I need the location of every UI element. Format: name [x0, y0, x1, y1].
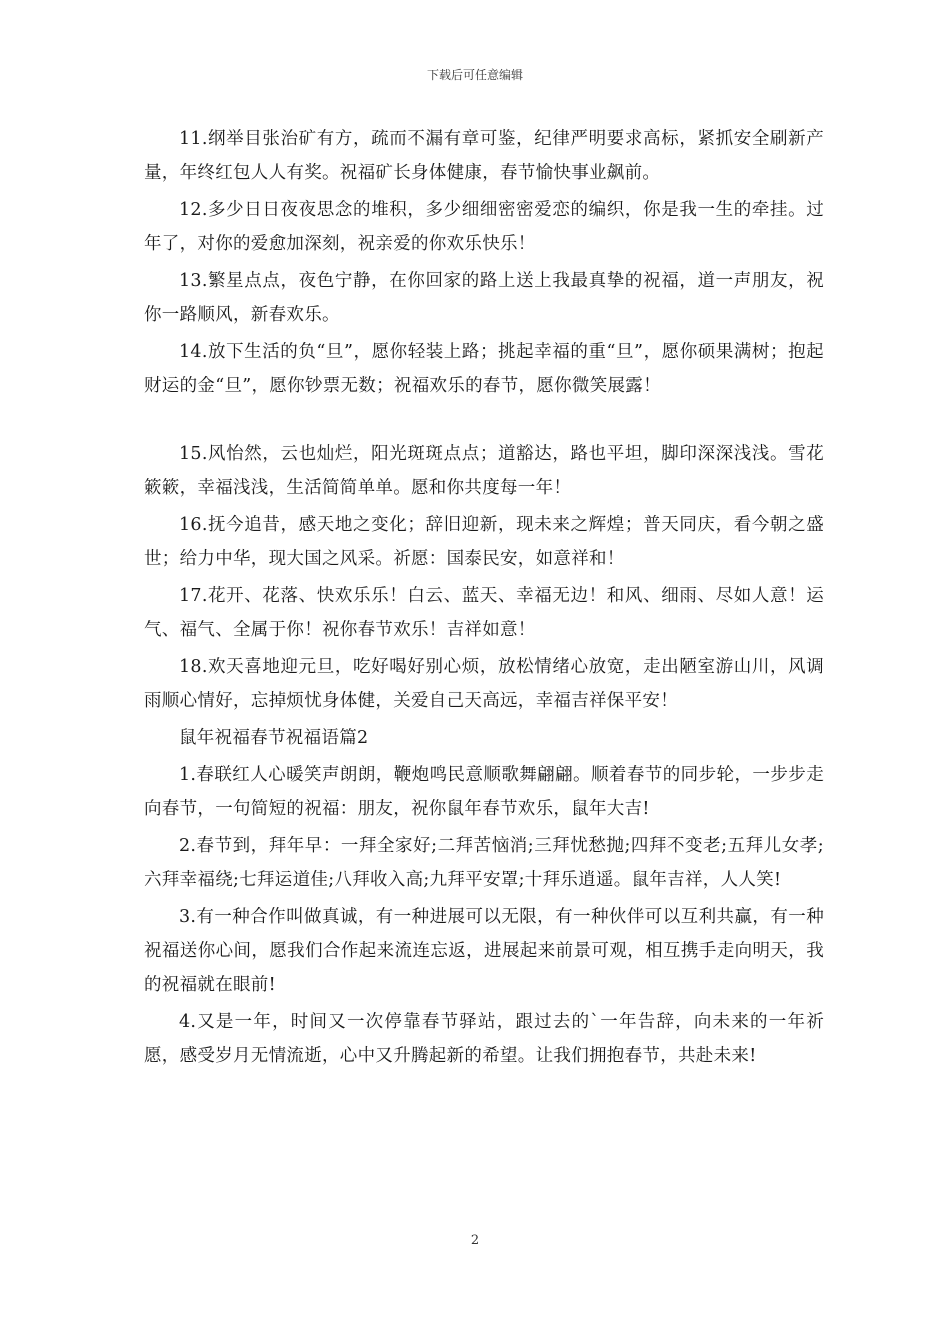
- paragraph-17: 17.花开、花落、快欢乐乐！白云、蓝天、幸福无边！和风、细雨、尽如人意！运气、福气、全属于你！祝你春节欢乐！吉祥如意！: [144, 586, 824, 640]
- paragraph-13: 13.繁星点点，夜色宁静，在你回家的路上送上我最真挚的祝福，道一声朋友，祝你一路顺风，新春欢乐。: [144, 271, 824, 325]
- paragraph-4: 4.又是一年，时间又一次停靠春节驿站，跟过去的`一年告辞，向未来的一年祈愿，感受岁月无情流逝，心中又升腾起新的希望。让我们拥抱春节，共赴未来!: [144, 1012, 824, 1066]
- paragraph-12: 12.多少日日夜夜思念的堆积，多少细细密密爱恋的编织，你是我一生的牵挂。过年了，对你的爱愈加深刻，祝亲爱的你欢乐快乐！: [144, 200, 824, 254]
- paragraph-1: 1.春联红人心暖笑声朗朗，鞭炮鸣民意顺歌舞翩翩。顺着春节的同步轮，一步步走向春节，一句简短的祝福：朋友，祝你鼠年春节欢乐，鼠年大吉!: [144, 765, 824, 819]
- paragraph-15: 15.风怡然，云也灿烂，阳光斑斑点点；道豁达，路也平坦，脚印深深浅浅。雪花簌簌，幸福浅浅，生活简简单单。愿和你共度每一年！: [144, 444, 824, 498]
- paragraph-2: 2.春节到，拜年早：一拜全家好;二拜苦恼消;三拜忧愁抛;四拜不变老;五拜儿女孝;六拜幸福绕;七拜运道佳;八拜收入高;九拜平安罩;十拜乐逍遥。鼠年吉祥，人人笑!: [144, 836, 824, 890]
- section-heading: 鼠年祝福春节祝福语篇2: [179, 728, 369, 748]
- paragraph-16: 16.抚今追昔，感天地之变化；辞旧迎新，现未来之辉煌；普天同庆，看今朝之盛世；给力中华，现大国之风采。祈愿：国泰民安，如意祥和！: [144, 515, 824, 569]
- document-body: [144, 122, 824, 1076]
- paragraph-3: 3.有一种合作叫做真诚，有一种进展可以无限，有一种伙伴可以互利共赢，有一种祝福送你心间，愿我们合作起来流连忘返，进展起来前景可观，相互携手走向明天，我的祝福就在眼前!: [144, 907, 824, 995]
- page-number: 2: [470, 1233, 480, 1248]
- paragraph-18: 18.欢天喜地迎元旦，吃好喝好别心烦，放松情绪心放宽，走出陋室游山川，风调雨顺心情好，忘掉烦忧身体健，关爱自己天高远，幸福吉祥保平安！: [144, 657, 824, 711]
- page-header: 下载后可任意编辑: [426, 68, 523, 82]
- paragraph-11: 11.纲举目张治矿有方，疏而不漏有章可鉴，纪律严明要求高标，紧抓安全刷新产量，年终红包人人有奖。祝福矿长身体健康，春节愉快事业飙前。: [144, 129, 824, 183]
- paragraph-14: 14.放下生活的负“旦”，愿你轻装上路；挑起幸福的重“旦”，愿你硕果满树；抱起财运的金“旦”，愿你钞票无数；祝福欢乐的春节，愿你微笑展露！: [144, 342, 824, 396]
